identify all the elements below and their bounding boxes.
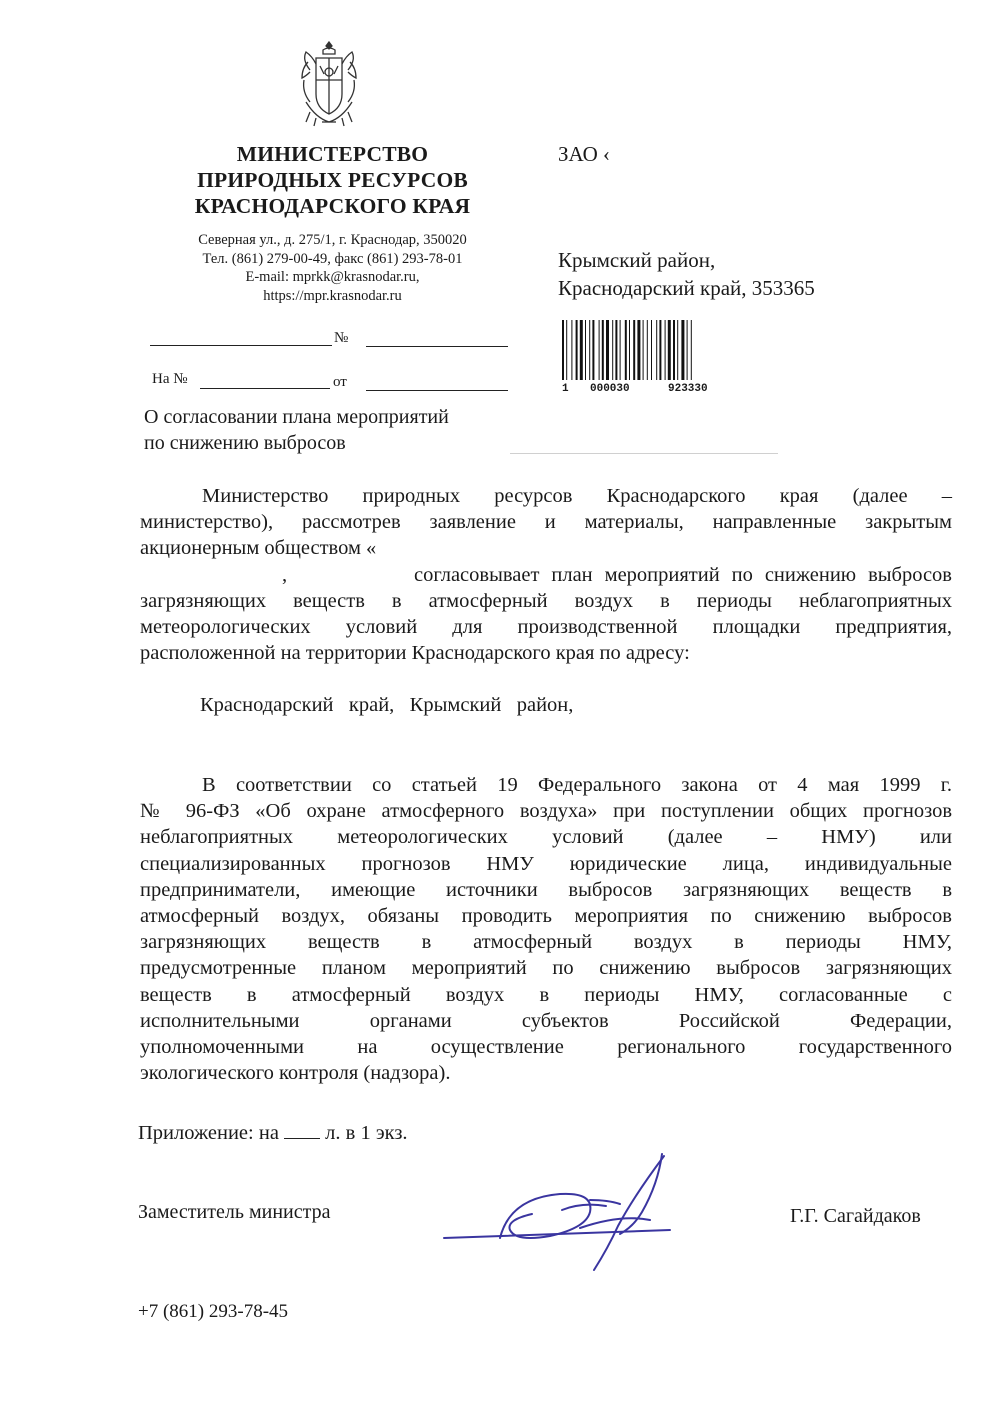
text-line: акционерным обществом « — [140, 537, 377, 560]
barcode-number: 923330 — [668, 383, 708, 395]
barcode-bar — [566, 320, 567, 380]
barcode-bar — [633, 320, 635, 380]
ministry-website: https://mpr.krasnodar.ru — [263, 287, 402, 304]
text-line: В соответствии со статьей 19 Федерального закона от 4 мая 1999 г. — [202, 774, 952, 796]
annex-text: л. в 1 экз. — [325, 1122, 408, 1144]
barcode-icon — [560, 320, 760, 384]
barcode-bar — [620, 320, 621, 380]
recipient-region: Краснодарский край, 353365 — [558, 276, 815, 300]
annex-text: Приложение: на — [138, 1122, 279, 1144]
barcode-bar — [592, 320, 594, 380]
letter-subject — [144, 404, 544, 456]
text-line: загрязняющих веществ в атмосферный воздух в периоды неблагоприятных — [140, 589, 952, 612]
barcode-bar — [647, 320, 648, 380]
signatory-name: Г.Г. Сагайдаков — [790, 1205, 921, 1227]
text-line: метеорологических условий для производственной площадки предприятия, — [140, 616, 952, 639]
barcode-bar — [659, 320, 661, 380]
ref-number-field-line — [200, 388, 330, 389]
recipient-district: Крымский район, — [558, 248, 716, 272]
barcode-bar — [656, 320, 657, 380]
text-line: уполномоченными на осуществление регионального государственного — [140, 1036, 952, 1059]
barcode-number: 000030 — [590, 383, 630, 395]
ministry-name-line: ПРИРОДНЫХ РЕСУРСОВ — [197, 168, 468, 192]
barcode-bar — [606, 320, 609, 380]
barcode-bar — [612, 320, 613, 380]
ministry-phone-fax: Тел. (861) 279-00-49, факс (861) 293-78-01 — [202, 250, 463, 267]
text-line: экологического контроля (надзора). — [140, 1062, 451, 1085]
signatory-title: Заместитель министра — [138, 1201, 331, 1223]
text-line: неблагоприятных метеорологических условий (далее – НМУ) или — [140, 826, 952, 849]
text-line: загрязняющих веществ в атмосферный воздух в периоды НМУ, — [140, 931, 952, 954]
recipient-block — [558, 141, 948, 302]
text-line: веществ в атмосферный воздух в периоды НМУ, согласованные с — [140, 983, 952, 1006]
barcode-bar — [665, 320, 666, 380]
barcode-bar — [629, 320, 630, 380]
facility-address: Краснодарский край, Крымский район, — [200, 694, 574, 716]
barcode-bar — [673, 320, 675, 380]
ministry-email: E-mail: mprkk@krasnodar.ru, — [245, 269, 420, 285]
barcode-bar — [643, 320, 644, 380]
text-line-row — [140, 562, 952, 588]
recipient-org: ЗАО ‹ — [558, 142, 611, 166]
barcode-bar — [571, 320, 572, 380]
signature-icon — [440, 1150, 680, 1275]
barcode-bar — [615, 320, 617, 380]
text-line: предусмотренные планом мероприятий по снижению выбросов загрязняющих — [140, 957, 952, 980]
ministry-name-line: МИНИСТЕРСТВО — [236, 142, 429, 166]
number-label: № — [334, 330, 349, 346]
barcode-bar — [677, 320, 678, 380]
text-line: специализированных прогнозов НМУ юридические лица, индивидуальные — [140, 852, 952, 875]
coat-of-arms-icon — [296, 40, 362, 130]
paragraph-law — [140, 772, 952, 1086]
text-line: расположенной на территории Краснодарского края по адресу: — [140, 642, 690, 665]
ref-date-field-line — [366, 390, 508, 391]
barcode-bar — [585, 320, 586, 380]
annex-line — [138, 1122, 408, 1145]
text-line: согласовывает план мероприятий по снижению выбросов — [414, 563, 952, 586]
subject-line: О согласовании плана мероприятий — [144, 406, 449, 428]
barcode-number: 1 — [562, 383, 569, 395]
ref-number-label: На № — [152, 371, 188, 387]
number-field-line — [366, 346, 508, 347]
barcode-bar — [681, 320, 684, 380]
paragraph-approval — [140, 483, 952, 666]
barcode-bar — [651, 320, 652, 380]
barcode-bar — [589, 320, 590, 380]
text-fragment: , — [282, 563, 288, 586]
barcode-bar — [576, 320, 578, 380]
text-line: министерство), рассмотрев заявление и материалы, направленные закрытым — [140, 511, 952, 534]
subject-line: по снижению выбросов — [144, 432, 346, 454]
barcode-bar — [637, 320, 640, 380]
barcode-bar — [602, 320, 604, 380]
barcode-bar — [668, 320, 671, 380]
ministry-header — [140, 141, 525, 305]
barcode-bar — [580, 320, 583, 380]
ref-from-label: от — [333, 374, 347, 390]
text-line: Министерство природных ресурсов Краснодарского края (далее – — [202, 485, 952, 507]
barcode-bar — [625, 320, 627, 380]
barcode-bar — [691, 320, 692, 380]
barcode-bar — [687, 320, 688, 380]
divider — [510, 453, 778, 454]
text-line: атмосферный воздух, обязаны проводить мероприятия по снижению выбросов — [140, 905, 952, 928]
text-line: № 96-ФЗ «Об охране атмосферного воздуха» при поступлении общих прогнозов — [140, 800, 952, 823]
text-line: предприниматели, имеющие источники выбросов загрязняющих веществ в — [140, 878, 952, 901]
text-line: исполнительными органами субъектов Российской Федерации, — [140, 1009, 952, 1032]
date-field-line — [150, 345, 332, 346]
barcode-bar — [599, 320, 600, 380]
barcode-bar — [562, 320, 564, 380]
annex-blank-field — [284, 1122, 320, 1139]
ministry-address: Северная ул., д. 275/1, г. Краснодар, 350020 — [198, 232, 467, 248]
contact-phone: +7 (861) 293-78-45 — [138, 1301, 289, 1322]
ministry-name-line: КРАСНОДАРСКОГО КРАЯ — [194, 194, 471, 218]
